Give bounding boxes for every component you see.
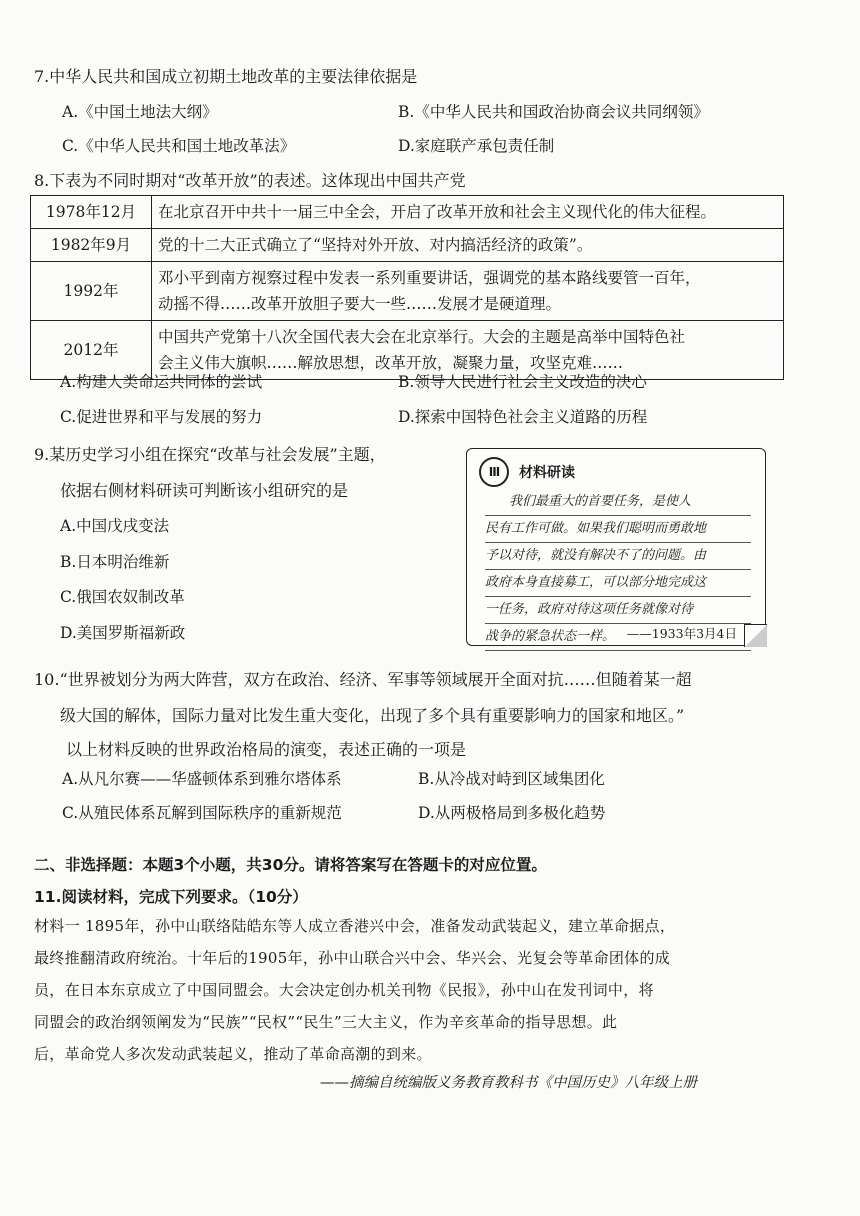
q9-option-d: D.美国罗斯福新政 <box>60 624 186 642</box>
table-text-cell <box>152 229 784 262</box>
q10-stem-line-3: 以上材料反映的世界政治格局的演变，表述正确的一项是 <box>66 740 467 759</box>
q11-material-line: 员，在日本东京成立了中国同盟会。大会决定创办机关刊物《民报》，孙中山在发刊词中，将 <box>34 981 654 999</box>
material-card <box>466 448 766 646</box>
q11-material-line: 后，革命党人多次发动武装起义，推动了革命高潮的到来。 <box>34 1045 432 1063</box>
table-text-line: 党的十二大正式确立了“坚持对外开放、对内搞活经济的政策”。 <box>158 236 593 254</box>
table-text-line: 邓小平到南方视察过程中发表一系列重要讲话，强调党的基本路线要管一百年， <box>158 269 701 287</box>
material-badge-icon: III <box>479 457 509 487</box>
table-row <box>31 262 784 321</box>
q7-option-d: D.家庭联产承包责任制 <box>398 137 555 155</box>
q9-stem-line-2: 依据右侧材料研读可判断该小组研究的是 <box>60 481 349 500</box>
q7-option-b: B.《中华人民共和国政治协商会议共同纲领》 <box>398 103 709 121</box>
q10-option-b: B.从冷战对峙到区域集团化 <box>418 770 605 788</box>
q11-material-line: 最终推翻清政府统治。十年后的1905年，孙中山联合兴中会、华兴会、光复会等革命团体的成 <box>34 949 671 967</box>
table-text-line: 中国共产党第十八次全国代表大会在北京举行。大会的主题是高举中国特色社 <box>158 328 686 346</box>
table-text-cell <box>152 262 784 321</box>
material-line: 战争的紧急状态一样。 <box>485 624 751 651</box>
q8-option-a: A.构建人类命运共同体的尝试 <box>60 373 263 391</box>
table-year-cell: 1982年9月 <box>31 229 152 262</box>
material-line: 民有工作可做。如果我们聪明而勇敢地 <box>485 516 751 543</box>
material-line: 一任务，政府对待这项任务就像对待 <box>485 597 751 624</box>
q10-stem-line-2: 级大国的解体，国际力量对比发生重大变化，出现了多个具有重要影响力的国家和地区。” <box>60 706 685 725</box>
q9-stem-line-1: 9.某历史学习小组在探究“改革与社会发展”主题， <box>34 445 386 464</box>
table-text-line: 在北京召开中共十一届三中全会，开启了改革开放和社会主义现代化的伟大征程。 <box>158 203 717 221</box>
table-text-line: 会主义伟大旗帜……解放思想，改革开放，凝聚力量，攻坚克难…… <box>158 354 624 372</box>
q9-option-c: C.俄国农奴制改革 <box>60 588 185 606</box>
table-row <box>31 196 784 229</box>
q11-material-line: 材料一 1895年，孙中山联络陆皓东等人成立香港兴中会，准备发动武装起义，建立革命据点， <box>34 917 676 935</box>
table-year-cell: 1992年 <box>31 262 152 321</box>
material-line: 我们最重大的首要任务，是使人 <box>485 489 751 516</box>
table-year-cell: 2012年 <box>31 321 152 380</box>
table-text-cell <box>152 196 784 229</box>
material-line: 予以对待，就没有解决不了的问题。由 <box>485 543 751 570</box>
q10-option-c: C.从殖民体系瓦解到国际秩序的重新规范 <box>62 804 342 822</box>
q8-option-b: B.领导人民进行社会主义改造的决心 <box>398 373 647 391</box>
q9-option-a: A.中国戊戌变法 <box>60 517 170 535</box>
q10-stem-line-1: 10.“世界被划分为两大阵营，双方在政治、经济、军事等领域展开全面对抗……但随着某一超 <box>34 670 692 689</box>
q8-option-d: D.探索中国特色社会主义道路的历程 <box>398 408 648 426</box>
q8-option-c: C.促进世界和平与发展的努力 <box>60 408 263 426</box>
table-year-cell: 1978年12月 <box>31 196 152 229</box>
q9-option-b: B.日本明治维新 <box>60 553 170 571</box>
material-date: ——1933年3月4日 <box>626 626 737 641</box>
table-text-line: 动摇不得……改革开放胆子要大一些……发展才是硬道理。 <box>158 295 562 313</box>
section-heading: 二、非选择题：本题3个小题，共30分。请将答案写在答题卡的对应位置。 <box>34 856 547 874</box>
q7-stem: 7.中华人民共和国成立初期土地改革的主要法律依据是 <box>34 67 418 86</box>
q10-option-d: D.从两极格局到多极化趋势 <box>418 804 606 822</box>
page-curl-icon <box>744 624 767 647</box>
q7-option-a: A.《中国土地法大纲》 <box>62 103 218 121</box>
material-line: 政府本身直接募工，可以部分地完成这 <box>485 570 751 597</box>
q8-table <box>30 195 784 380</box>
q11-stem: 11.阅读材料，完成下列要求。（10分） <box>34 888 308 906</box>
q7-option-c: C.《中华人民共和国土地改革法》 <box>62 137 296 155</box>
q11-source: ——摘编自统编版义务教育教科书《中国历史》八年级上册 <box>320 1075 697 1091</box>
table-row <box>31 229 784 262</box>
q10-option-a: A.从凡尔赛——华盛顿体系到雅尔塔体系 <box>62 770 342 788</box>
q8-stem: 8.下表为不同时期对“改革开放”的表述。这体现出中国共产党 <box>34 171 466 190</box>
material-card-title: 材料研读 <box>519 465 575 481</box>
q11-material-line: 同盟会的政治纲领阐发为“民族”“民权”“民生”三大主义，作为辛亥革命的指导思想。此 <box>34 1013 618 1031</box>
